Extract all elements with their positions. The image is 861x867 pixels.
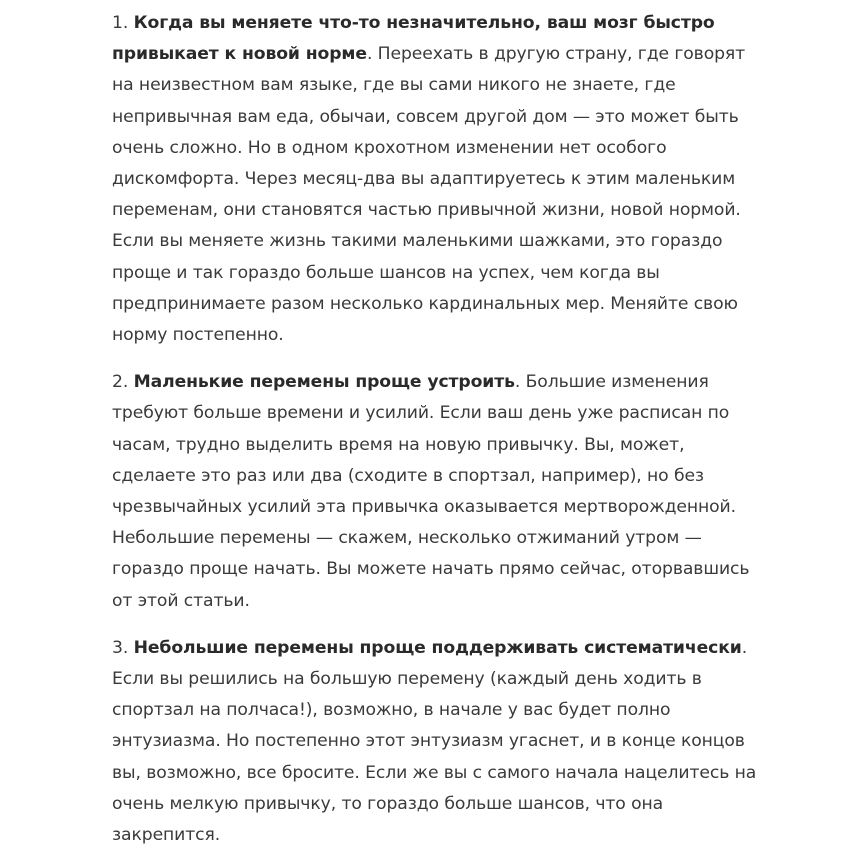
paragraph-1-text: . Переехать в другую страну, где говорят на неизвестном вам языке, где вы сами никого не знаете, где непривычная вам еда, обычаи, совсем другой дом — это может быть очень сложно. Но в одном крохотном изменении нет особого дискомфорта. Через месяц-два вы адаптируетесь к этим маленьким переменам, они становятся частью привычной жизни, новой нормой. Если вы меняете жизнь такими маленькими шажками, это гораздо проще и так гораздо больше шансов на успех, чем когда вы предпринимаете разом несколько кардинальных мер. Меняйте свою норму постепенно. [112, 44, 746, 346]
paragraph-2-text: . Большие изменения требуют больше времени и усилий. Если ваш день уже расписан по часам, трудно выделить время на новую привычку. Вы, может, сделаете это раз или два (сходите в спортзал, например), но без чрезвычайных усилий эта привычка оказывается мертворожденной. Небольшие перемены — скажем, несколько отжиманий утром — гораздо проще начать. Вы можете начать прямо сейчас, оторвавшись от этой статьи. [112, 372, 750, 611]
paragraph-1-heading: Когда вы меняете что-то незначительно, ваш мозг быстро привыкает к новой норме [112, 13, 715, 65]
paragraph-2-number: 2. [112, 372, 129, 393]
paragraph-1 [112, 8, 762, 351]
paragraph-3 [112, 633, 762, 851]
paragraph-3-number: 3. [112, 637, 129, 658]
paragraph-1-number: 1. [112, 13, 129, 33]
paragraph-3-text: . Если вы решились на большую перемену (каждый день ходить в спортзал на полчаса!), возможно, в начале у вас будет полно энтузиазма. Но постепенно этот энтузиазм угаснет, и в конце концов вы, возможно, все бросите. Если же вы с самого начала нацелитесь на очень мелкую привычку, то гораздо больше шансов, что она закрепится. [112, 637, 757, 846]
article-body [112, 8, 762, 867]
paragraph-2 [112, 367, 762, 617]
paragraph-3-heading: Небольшие перемены проще поддерживать систематически [133, 637, 742, 658]
paragraph-2-heading: Маленькие перемены проще устроить [133, 372, 515, 393]
